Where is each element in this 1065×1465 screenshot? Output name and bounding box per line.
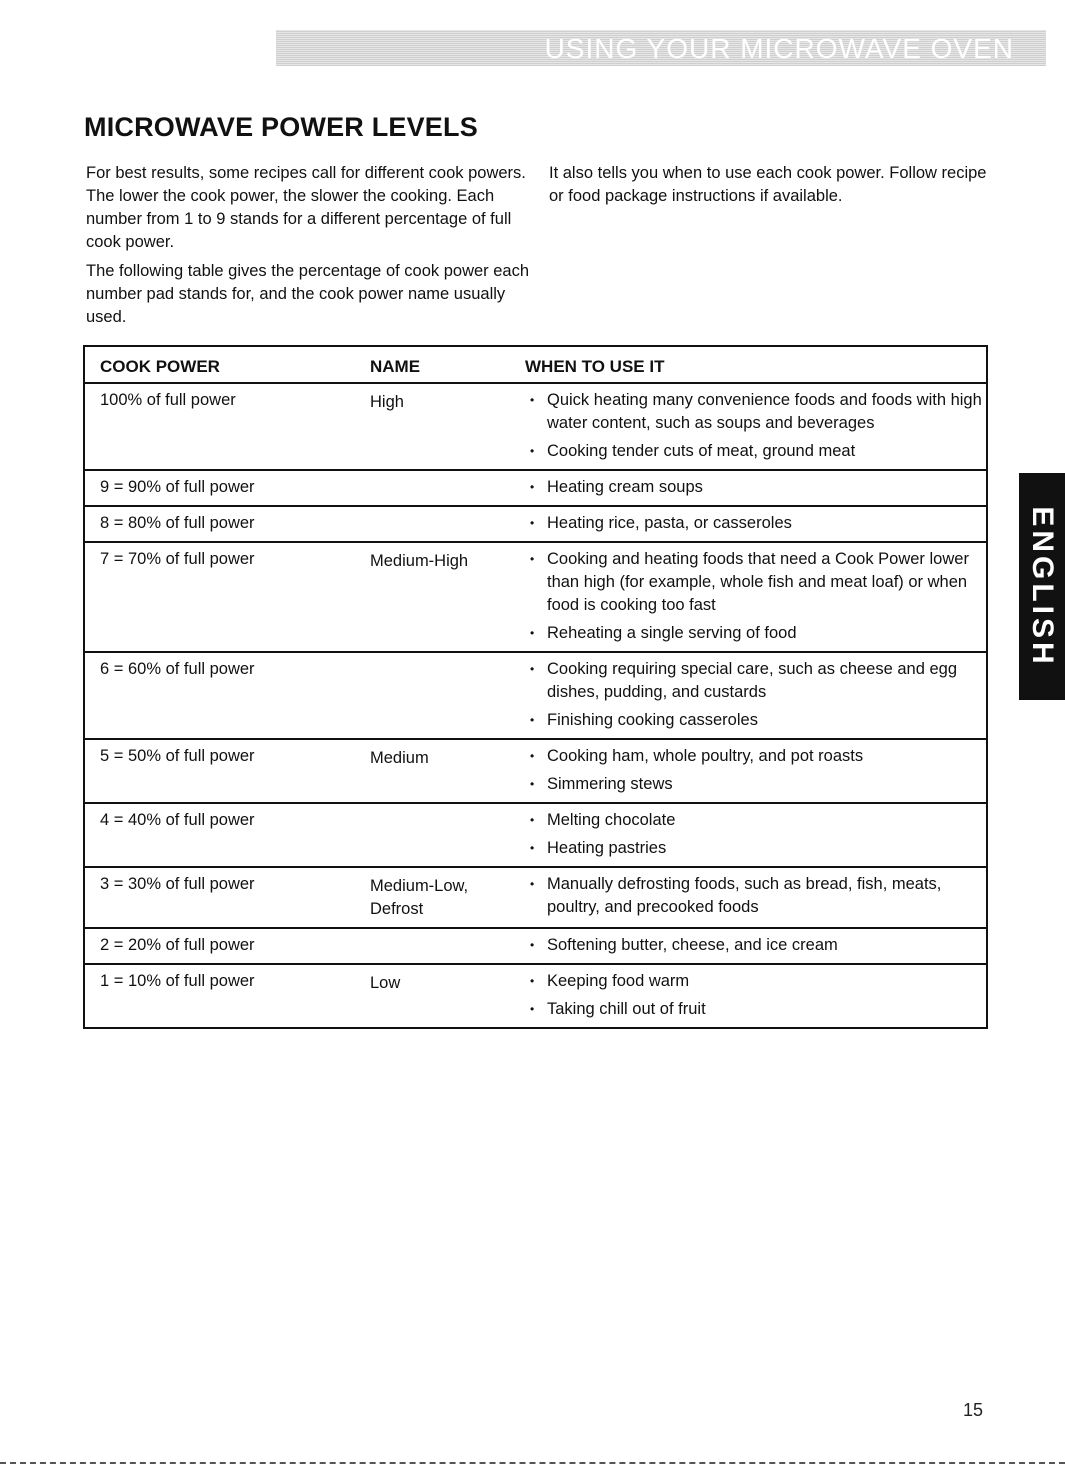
table-row: [84, 928, 987, 964]
use-item: • Manually defrosting foods, such as bread, fish, meats, poultry, and precooked foods: [530, 873, 986, 919]
cook-power-cell: 5 = 50% of full power: [84, 739, 370, 803]
header-cook-power: COOK POWER: [84, 346, 370, 383]
when-to-use-cell: [525, 542, 987, 652]
table-row: [84, 542, 987, 652]
table-row: [84, 383, 987, 470]
when-to-use-cell: [525, 652, 987, 739]
use-item: • Reheating a single serving of food: [530, 622, 986, 645]
language-tab: [1019, 473, 1065, 700]
section-header-banner: [276, 30, 1046, 66]
power-name-cell: Medium: [370, 739, 525, 803]
table-row: [84, 652, 987, 739]
table-body: [84, 383, 987, 1028]
header-name: NAME: [370, 346, 525, 383]
use-item: • Taking chill out of fruit: [530, 998, 986, 1021]
when-to-use-cell: [525, 739, 987, 803]
power-name-cell: Medium-High: [370, 542, 525, 652]
use-list: [525, 389, 986, 463]
use-item: • Softening butter, cheese, and ice cream: [530, 934, 986, 957]
use-item: • Simmering stews: [530, 773, 986, 796]
use-item: • Melting chocolate: [530, 809, 986, 832]
intro-left-column: [86, 162, 531, 335]
cook-power-cell: 9 = 90% of full power: [84, 470, 370, 506]
cook-power-cell: 6 = 60% of full power: [84, 652, 370, 739]
intro-paragraph: It also tells you when to use each cook power. Follow recipe or food package instructions if available.: [549, 164, 987, 205]
language-tab-label: ENGLISH: [1026, 505, 1059, 668]
use-item: • Cooking tender cuts of meat, ground meat: [530, 440, 986, 463]
power-name-cell: [370, 928, 525, 964]
use-list: [525, 658, 986, 732]
use-item: • Heating pastries: [530, 837, 986, 860]
use-list: [525, 476, 986, 499]
cook-power-cell: 1 = 10% of full power: [84, 964, 370, 1028]
power-name-cell: Low: [370, 964, 525, 1028]
use-item: • Keeping food warm: [530, 970, 986, 993]
use-item: • Finishing cooking casseroles: [530, 709, 986, 732]
bottom-divider: [0, 1462, 1065, 1464]
use-item: • Cooking and heating foods that need a Cook Power lower than high (for example, whole fish and meat loaf) or when food is cooking too fast: [530, 548, 986, 617]
when-to-use-cell: [525, 383, 987, 470]
intro-paragraph: For best results, some recipes call for different cook powers. The lower the cook power, the slower the cooking. Each number from 1 to 9 stands for a different percentage of full cook power.: [86, 164, 526, 251]
intro-paragraph: The following table gives the percentage of cook power each number pad stands for, and the cook power name usually used.: [86, 262, 530, 326]
when-to-use-cell: [525, 803, 987, 867]
use-item: • Heating cream soups: [530, 476, 986, 499]
use-list: [525, 970, 986, 1021]
use-item: • Cooking requiring special care, such as cheese and egg dishes, pudding, and custards: [530, 658, 986, 704]
cook-power-cell: 8 = 80% of full power: [84, 506, 370, 542]
table-row: [84, 506, 987, 542]
header-when-to-use: WHEN TO USE IT: [525, 346, 987, 383]
use-list: [525, 512, 986, 535]
page-title: MICROWAVE POWER LEVELS: [84, 112, 478, 142]
page-number: 15: [963, 1400, 984, 1420]
table-row: [84, 964, 987, 1028]
use-list: [525, 809, 986, 860]
use-item: • Cooking ham, whole poultry, and pot roasts: [530, 745, 986, 768]
cook-power-cell: 7 = 70% of full power: [84, 542, 370, 652]
section-header-text: USING YOUR MICROWAVE OVEN: [544, 33, 1014, 64]
use-list: [525, 548, 986, 645]
power-levels-table: [83, 345, 988, 1029]
table-row: [84, 470, 987, 506]
cook-power-cell: 3 = 30% of full power: [84, 867, 370, 928]
table-row: [84, 739, 987, 803]
power-name-cell: [370, 470, 525, 506]
table-row: [84, 867, 987, 928]
power-name-cell: [370, 506, 525, 542]
power-name-cell: [370, 803, 525, 867]
when-to-use-cell: [525, 964, 987, 1028]
use-item: • Quick heating many convenience foods and foods with high water content, such as soups and beverages: [530, 389, 986, 435]
cook-power-cell: 2 = 20% of full power: [84, 928, 370, 964]
intro-right-column: [549, 162, 989, 214]
use-item: • Heating rice, pasta, or casseroles: [530, 512, 986, 535]
when-to-use-cell: [525, 928, 987, 964]
use-list: [525, 745, 986, 796]
cook-power-cell: 4 = 40% of full power: [84, 803, 370, 867]
when-to-use-cell: [525, 470, 987, 506]
use-list: [525, 873, 986, 919]
power-name-cell: High: [370, 393, 404, 411]
when-to-use-cell: [525, 506, 987, 542]
power-name-cell: [370, 652, 525, 739]
table-row: [84, 803, 987, 867]
power-name-cell: Medium-Low, Defrost: [370, 867, 525, 928]
table-header-row: [84, 346, 987, 383]
use-list: [525, 934, 986, 957]
cook-power-cell: 100% of full power: [100, 391, 236, 409]
when-to-use-cell: [525, 867, 987, 928]
